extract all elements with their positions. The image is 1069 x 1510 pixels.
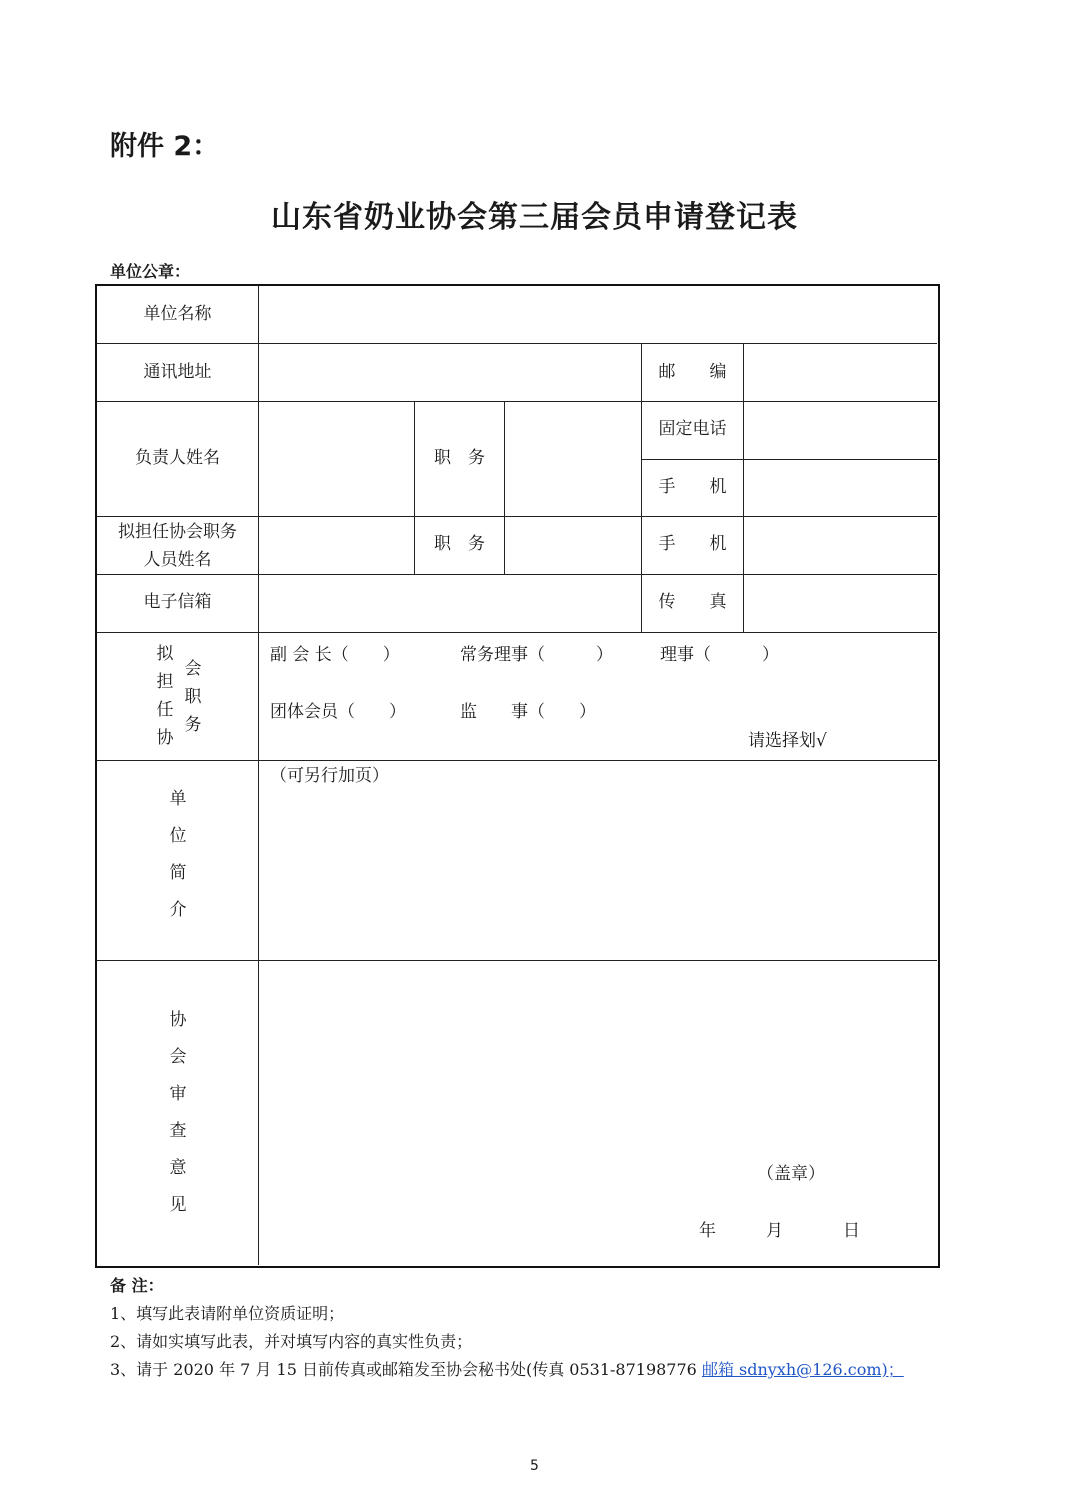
proposed-mobile-label: 手 机 <box>658 534 727 554</box>
role-label-char: 协 <box>156 728 174 748</box>
stamp-label: （盖章） <box>757 1164 825 1184</box>
role-selection-hint: 请选择划√ <box>748 731 827 751</box>
leader-name-field[interactable] <box>260 403 412 514</box>
leader-position-field[interactable] <box>506 403 639 514</box>
date-day-label: 日 <box>843 1221 860 1241</box>
registration-form <box>95 284 940 1268</box>
proposed-position-field[interactable] <box>506 518 639 572</box>
unit-name-field[interactable] <box>260 288 935 341</box>
review-label-char: 见 <box>169 1195 187 1215</box>
mobile-label: 手 机 <box>658 477 727 497</box>
proposed-mobile-field[interactable] <box>745 518 935 572</box>
review-opinion-field[interactable] <box>260 962 935 1142</box>
date-year-label: 年 <box>699 1221 716 1241</box>
leader-name-label: 负责人姓名 <box>135 448 220 468</box>
leader-position-label: 职 务 <box>434 448 485 468</box>
proposed-officer-name-field[interactable] <box>260 518 412 572</box>
date-month-label: 月 <box>766 1221 783 1241</box>
address-field[interactable] <box>260 345 639 399</box>
role-director-option[interactable]: 理事（ ） <box>660 645 779 665</box>
note-item-text: 3、请于 2020 年 7 月 15 日前传真或邮箱发至协会秘书处(传真 0531-87198776 <box>110 1360 702 1379</box>
proposed-position-label: 职 务 <box>434 534 485 554</box>
intro-extra-page-note: （可另行加页） <box>270 766 389 786</box>
role-label-char: 职 <box>184 687 202 707</box>
role-label-char: 任 <box>156 700 174 720</box>
email-link[interactable]: 邮箱 sdnyxh@126.com)； <box>701 1360 904 1379</box>
intro-label-char: 位 <box>169 826 187 846</box>
note-item: 2、请如实填写此表，并对填写内容的真实性负责； <box>110 1332 473 1351</box>
intro-label-char: 介 <box>169 900 187 920</box>
note-item <box>110 1356 904 1384</box>
notes-section <box>110 1272 904 1384</box>
postcode-label: 邮 编 <box>658 362 727 382</box>
notes-header: 备 注： <box>110 1276 164 1295</box>
review-label <box>163 1002 193 1224</box>
address-label: 通讯地址 <box>143 362 212 382</box>
role-label-char: 拟 <box>156 644 174 664</box>
role-supervisor-option[interactable]: 监 事（ ） <box>460 702 596 722</box>
mobile-field[interactable] <box>745 461 935 514</box>
unit-seal-label: 单位公章： <box>110 262 191 281</box>
row-divider <box>97 632 937 633</box>
landline-field[interactable] <box>745 403 935 457</box>
role-label-column1 <box>150 640 180 752</box>
proposed-officer-label-line1: 拟担任协会职务 <box>118 522 237 542</box>
page-number: 5 <box>530 1458 539 1474</box>
unit-name-label: 单位名称 <box>143 304 212 324</box>
review-label-char: 意 <box>169 1158 187 1178</box>
attachment-label: 附件 2： <box>110 131 220 162</box>
fax-field[interactable] <box>745 576 935 630</box>
role-label-column2 <box>178 655 208 739</box>
role-label-char: 会 <box>184 659 202 679</box>
email-label: 电子信箱 <box>143 592 212 612</box>
review-label-char: 查 <box>169 1121 187 1141</box>
role-standing-director-option[interactable]: 常务理事（ ） <box>460 645 613 665</box>
review-label-char: 协 <box>169 1010 187 1030</box>
page-title: 山东省奶业协会第三届会员申请登记表 <box>271 200 798 235</box>
note-item: 1、填写此表请附单位资质证明； <box>110 1304 345 1323</box>
role-group-member-option[interactable]: 团体会员（ ） <box>270 702 406 722</box>
email-field[interactable] <box>260 576 639 630</box>
proposed-officer-label <box>97 518 258 574</box>
row-divider <box>97 760 937 761</box>
fax-label: 传 真 <box>658 592 727 612</box>
intro-label <box>163 781 193 929</box>
intro-label-char: 单 <box>169 789 187 809</box>
proposed-officer-label-line2: 人员姓名 <box>143 550 212 570</box>
review-label-char: 审 <box>169 1084 187 1104</box>
postcode-field[interactable] <box>745 345 935 399</box>
review-label-char: 会 <box>169 1047 187 1067</box>
role-label-char: 担 <box>156 672 174 692</box>
landline-label: 固定电话 <box>658 419 727 439</box>
intro-field[interactable] <box>260 791 935 958</box>
intro-label-char: 简 <box>169 863 187 883</box>
role-label-char: 务 <box>184 715 202 735</box>
role-vice-president-option[interactable]: 副 会 长（ ） <box>270 645 400 665</box>
